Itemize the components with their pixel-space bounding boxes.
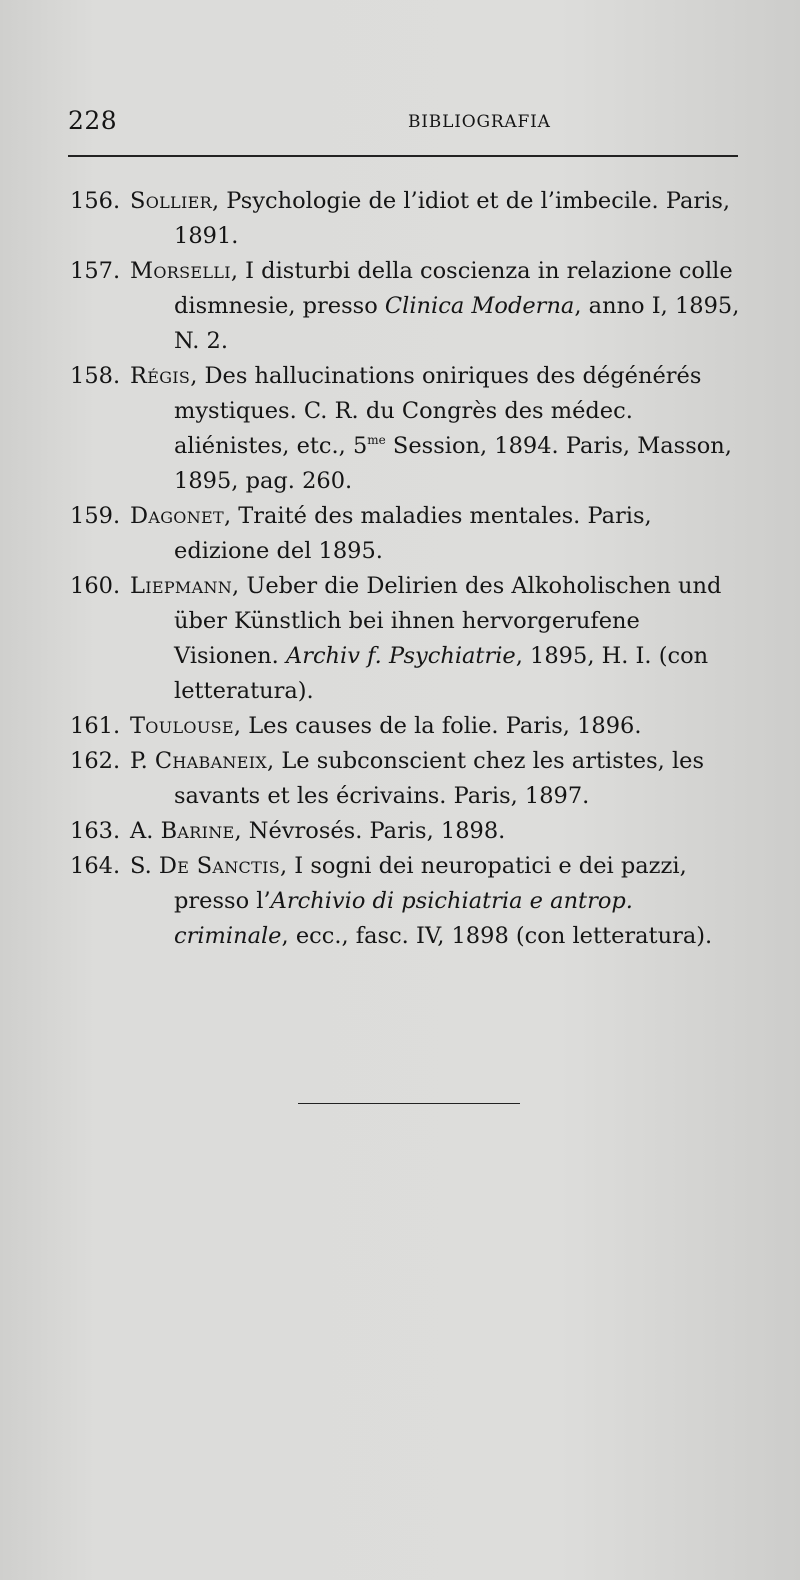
- entry-number: 159.: [70, 503, 121, 529]
- entry-text: , Psychologie de l’idiot et de l’imbecile. Paris, 1891.: [174, 188, 731, 249]
- bibliography-entry: [70, 359, 750, 499]
- running-title: BIBLIOGRAFIA: [408, 112, 551, 132]
- bibliography-list: [70, 184, 750, 954]
- entry-text: , 1895, H. I. (con letteratura).: [174, 643, 709, 704]
- entry-text: , Le subconscient chez les artistes, les savants et les écrivains. Paris, 1897.: [174, 748, 705, 809]
- bibliography-entry: [70, 849, 750, 954]
- entry-author: Régis: [130, 363, 191, 389]
- entry-journal: Archivio di psichiatria e antrop. criminale: [174, 888, 633, 949]
- entry-number: 164.: [70, 853, 121, 879]
- page-header: [68, 100, 740, 140]
- entry-text: , Des hallucinations oniriques des dégénérés mystiques. C. R. du Congrès des médec. aliénistes, etc., 5: [174, 363, 702, 459]
- entry-author: Toulouse: [130, 713, 234, 739]
- bibliography-entry: [70, 569, 750, 709]
- entry-number: 161.: [70, 713, 121, 739]
- entry-author: Chabaneix: [154, 748, 268, 774]
- entry-number: 156.: [70, 188, 121, 214]
- header-rule: [68, 155, 738, 157]
- entry-author: De Sanctis: [158, 853, 280, 879]
- end-rule: [298, 1103, 520, 1104]
- bibliography-entry: [70, 499, 750, 569]
- entry-number: 162.: [70, 748, 121, 774]
- page-number: 228: [68, 106, 118, 135]
- entry-text: , I sogni dei neuropatici e dei pazzi, presso l’: [174, 853, 687, 914]
- bibliography-entry: [70, 254, 750, 359]
- entry-superscript: me: [367, 433, 386, 447]
- entry-number: 158.: [70, 363, 121, 389]
- entry-text: , Traité des maladies mentales. Paris, edizione del 1895.: [174, 503, 652, 564]
- entry-number: 163.: [70, 818, 121, 844]
- bibliography-entry: [70, 184, 750, 254]
- author-initial: P.: [130, 748, 155, 774]
- entry-journal: Archiv f. Psychiatrie: [285, 643, 516, 669]
- entry-author: Dagonet: [130, 503, 224, 529]
- entry-journal: Clinica Moderna: [384, 293, 575, 319]
- bibliography-entry: [70, 814, 750, 849]
- bibliography-entry: [70, 709, 750, 744]
- entry-text: , I disturbi della coscienza in relazione colle dismnesie, presso: [174, 258, 733, 319]
- entry-text: , ecc., fasc. IV, 1898 (con letteratura).: [281, 923, 713, 949]
- author-initial: S.: [130, 853, 159, 879]
- entry-number: 160.: [70, 573, 121, 599]
- entry-text: , anno I, 1895, N. 2.: [174, 293, 740, 354]
- entry-number: 157.: [70, 258, 121, 284]
- entry-text: , Ueber die Delirien des Alkoholischen und über Künstlich bei ihnen hervorgerufene Visionen.: [174, 573, 722, 669]
- entry-author: Sollier: [130, 188, 212, 214]
- entry-author: Morselli: [130, 258, 231, 284]
- entry-text: Session, 1894. Paris, Masson, 1895, pag. 260.: [174, 433, 732, 494]
- entry-author: Barine: [160, 818, 235, 844]
- entry-author: Liepmann: [130, 573, 233, 599]
- entry-text: , Les causes de la folie. Paris, 1896.: [233, 713, 642, 739]
- bibliography-entry: [70, 744, 750, 814]
- author-initial: A.: [130, 818, 161, 844]
- entry-text: , Névrosés. Paris, 1898.: [234, 818, 506, 844]
